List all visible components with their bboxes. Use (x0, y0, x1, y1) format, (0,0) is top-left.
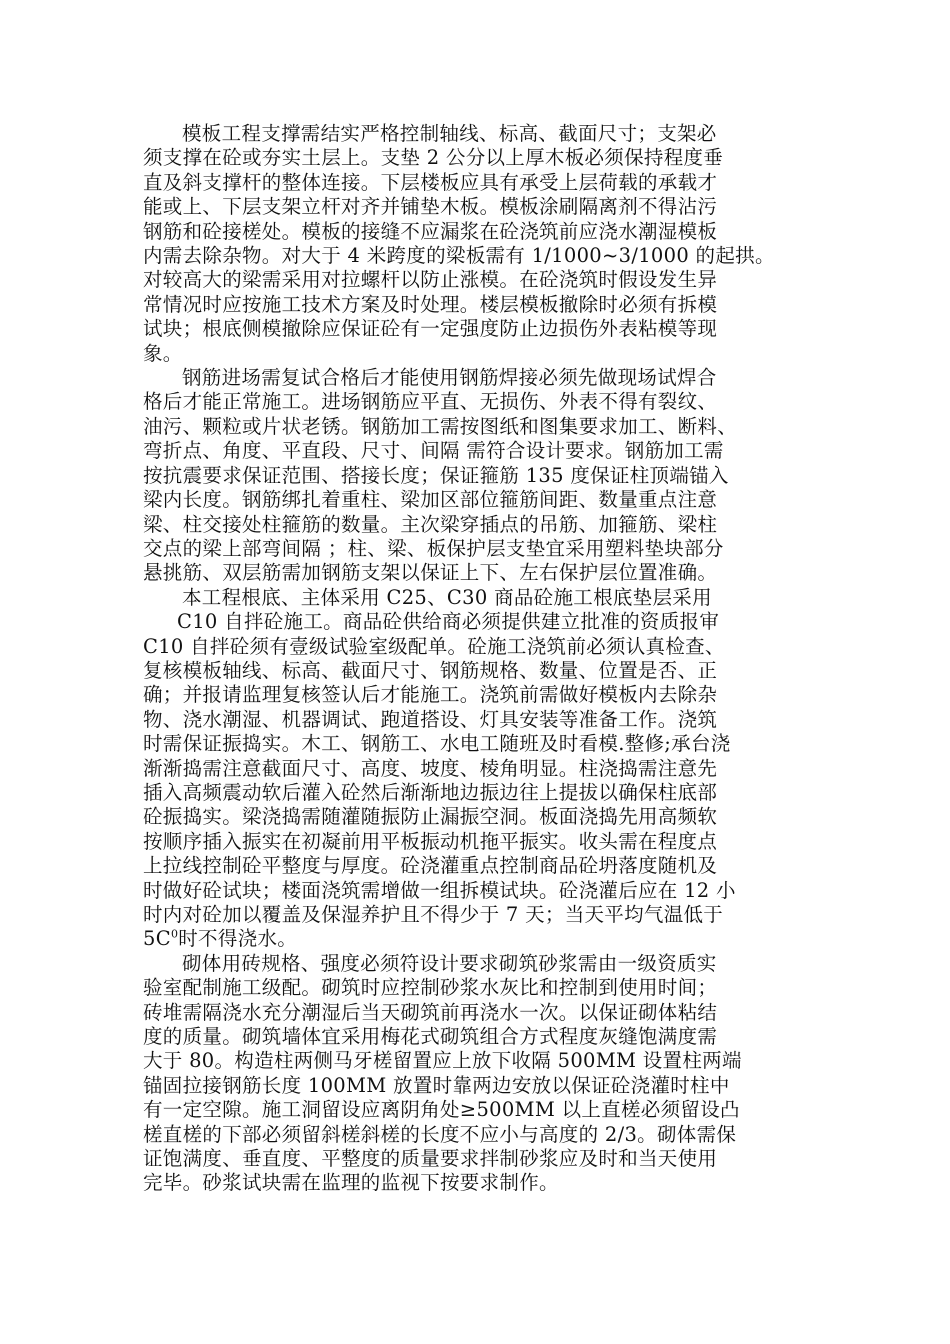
text-line: 须支撑在砼或夯实土层上。支垫 2 公分以上厚木板必须保持程度垂 (143, 146, 724, 170)
text-line: 直及斜支撑杆的整体连接。下层楼板应具有承受上层荷载的承载才 (143, 170, 718, 194)
text-line: C10 自拌砼施工。商品砼供给商必须提供建立批准的资质报审 (177, 610, 720, 634)
text-line: 槎直槎的下部必须留斜槎斜槎的长度不应小与高度的 2/3。砌体需保 (143, 1122, 737, 1146)
degree-superscript: 0 (170, 927, 179, 941)
paragraph-rebar (143, 366, 819, 586)
temperature-value: 5C (143, 927, 171, 951)
text-line: 砼振捣实。梁浇捣需随灌随振防止漏振空洞。板面浇捣先用高频软 (143, 805, 718, 829)
text-line: 时需保证振捣实。木工、钢筋工、水电工随班及时看模.整修;承台浇 (143, 732, 731, 756)
paragraph-masonry (143, 952, 819, 1196)
text-line: 时做好砼试块；楼面浇筑需增做一组拆模试块。砼浇灌后应在 12 小 (143, 878, 736, 902)
text-line: 插入高频震动软后灌入砼然后渐渐地边振边往上提拔以确保柱底部 (143, 780, 718, 804)
text-fragment: 时不得浇水。 (178, 927, 298, 951)
text-line: 有一定空隙。施工洞留设应离阴角处≥500MM 以上直槎必须留设凸 (143, 1098, 740, 1122)
text-line: 对较高大的梁需采用对拉螺杆以防止涨模。在砼浇筑时假设发生异 (143, 268, 718, 292)
text-line: 梁、柱交接处柱箍筋的数量。主次梁穿插点的吊筋、加箍筋、梁柱 (143, 512, 718, 536)
paragraph-concrete (143, 586, 819, 952)
text-line: 象。 (143, 341, 183, 365)
text-line (143, 927, 819, 951)
text-line: 能或上、下层支架立杆对齐并铺垫木板。模板涂刷隔离剂不得沾污 (143, 195, 718, 219)
text-line: 复核模板轴线、标高、截面尺寸、钢筋规格、数量、位置是否、正 (143, 658, 718, 682)
text-line: 钢筋进场需复试合格后才能使用钢筋焊接必须先做现场试焊合 (182, 366, 717, 390)
text-line: 度的质量。砌筑墙体宜采用梅花式砌筑组合方式程度灰缝饱满度需 (143, 1025, 718, 1049)
text-line: 按抗震要求保证范围、搭接长度；保证箍筋 135 度保证柱顶端锚入 (143, 463, 729, 487)
text-line: 梁内长度。钢筋绑扎着重柱、梁加区部位箍筋间距、数量重点注意 (143, 488, 718, 512)
text-line: 砖堆需隔浇水充分潮湿后当天砌筑前再浇水一次。以保证砌体粘结 (143, 1000, 718, 1024)
text-line: 油污、颗粒或片状老锈。钢筋加工需按图纸和图集要求加工、断料、 (143, 414, 738, 438)
text-line: 上拉线控制砼平整度与厚度。砼浇灌重点控制商品砼坍落度随机及 (143, 854, 718, 878)
text-line: 悬挑筋、双层筋需加钢筋支架以保证上下、左右保护层位置准确。 (143, 561, 718, 585)
text-line: 格后才能正常施工。进场钢筋应平直、无损伤、外表不得有裂纹、 (143, 390, 718, 414)
text-line: C10 自拌砼须有壹级试验室级配单。砼施工浇筑前必须认真检查、 (143, 634, 725, 658)
document-body (143, 122, 819, 1196)
text-line: 钢筋和砼接槎处。模板的接缝不应漏浆在砼浇筑前应浇水潮湿模板 (143, 219, 718, 243)
text-line: 物、浇水潮湿、机器调试、跑道搭设、灯具安装等准备工作。浇筑 (143, 707, 718, 731)
text-line: 弯折点、角度、平直段、尺寸、间隔 需符合设计要求。钢筋加工需 (143, 439, 724, 463)
text-line: 试块；根底侧模撤除应保证砼有一定强度防止边损伤外表粘模等现 (143, 317, 718, 341)
text-line: 确；并报请监理复核签认后才能施工。浇筑前需做好模板内去除杂 (143, 683, 718, 707)
text-line: 验室配制施工级配。砌筑时应控制砂浆水灰比和控制到使用时间； (143, 976, 718, 1000)
text-line: 模板工程支撑需结实严格控制轴线、标高、截面尺寸；支架必 (182, 122, 717, 145)
text-line: 砌体用砖规格、强度必须符设计要求砌筑砂浆需由一级资质实 (182, 951, 717, 975)
text-line: 大于 80。构造柱两侧马牙槎留置应上放下收隔 500MM 设置柱两端 (143, 1049, 742, 1073)
text-line: 时内对砼加以覆盖及保湿养护且不得少于 7 天；当天平均气温低于 (143, 903, 724, 926)
text-line: 内需去除杂物。对大于 4 米跨度的梁板需有 1/1000~3/1000 的起拱。 (143, 244, 775, 268)
text-line: 按顺序插入振实在初凝前用平板振动机拖平振实。收头需在程度点 (143, 829, 718, 853)
paragraph-formwork (143, 122, 819, 366)
text-line: 本工程根底、主体采用 C25、C30 商品砼施工根底垫层采用 (182, 585, 712, 609)
text-line: 交点的梁上部弯间隔 ；柱、梁、板保护层支垫宜采用塑料垫块部分 (143, 536, 724, 560)
text-line: 证饱满度、垂直度、平整度的质量要求拌制砂浆应及时和当天使用 (143, 1147, 718, 1171)
text-line: 完毕。砂浆试块需在监理的监视下按要求制作。 (143, 1171, 559, 1195)
text-line: 渐渐捣需注意截面尺寸、高度、坡度、棱角明显。柱浇捣需注意先 (143, 756, 718, 780)
text-line: 锚固拉接钢筋长度 100MM 放置时靠两边安放以保证砼浇灌时柱中 (143, 1073, 730, 1097)
text-line: 常情况时应按施工技术方案及时处理。楼层模板撤除时必须有拆模 (143, 292, 718, 316)
